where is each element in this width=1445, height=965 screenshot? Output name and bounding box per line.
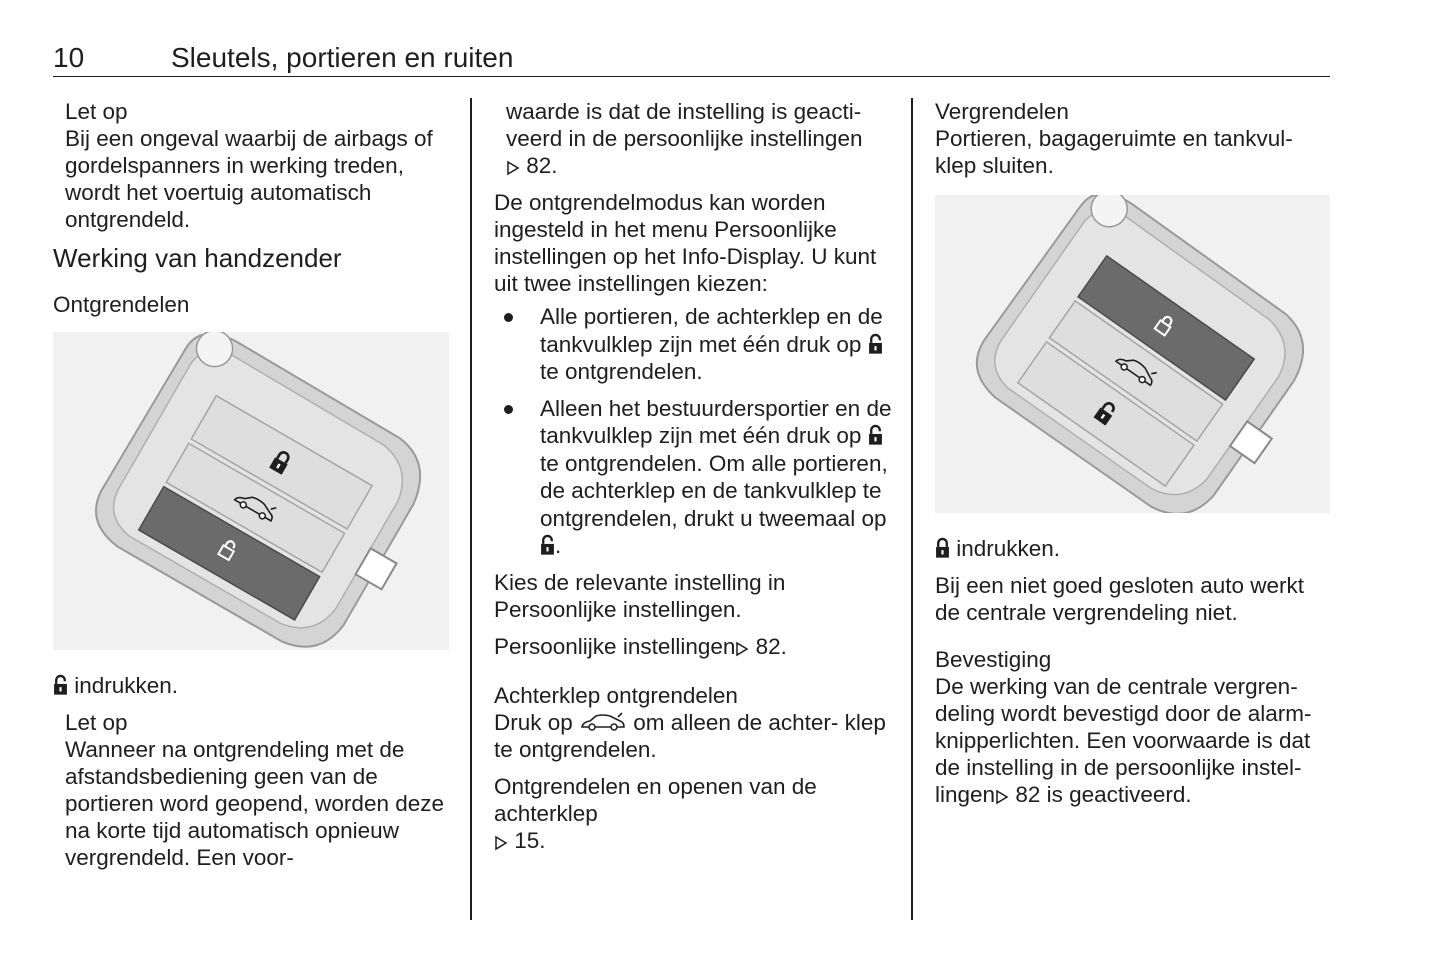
list-item-text: .	[555, 533, 562, 558]
lock-icon	[935, 537, 950, 559]
subsection-heading: Ontgrendelen	[53, 292, 190, 317]
page-number: 10	[53, 42, 85, 73]
paragraph-text: Persoonlijke instellingen	[494, 633, 736, 659]
key-fob-unlock-figure	[53, 332, 449, 650]
paragraph-text: Druk op	[494, 709, 580, 735]
unlock-icon	[868, 424, 883, 446]
bullet	[504, 405, 513, 414]
paragraph: De ontgrendelmodus kan worden ingesteld in het menu Persoonlijke instellingen op het Info-Display. U kunt uit twee instellingen kiezen:	[494, 190, 877, 296]
cross-reference-icon	[995, 789, 1009, 805]
page-title: Sleutels, portieren en ruiten	[171, 42, 514, 73]
bullet	[504, 313, 513, 322]
note-text: Wanneer na ontgrendeling met de afstandsbediening geen van de portieren word geopend, worden deze na korte tijd automatisch opnieuw vergrendeld. Een voor-	[65, 737, 445, 870]
page-header	[53, 40, 1330, 77]
paragraph	[935, 673, 1335, 808]
subsection-heading: Bevestiging	[935, 647, 1052, 672]
subsection-heading: Achterklep ontgrendelen	[494, 682, 738, 708]
subsection-heading: Vergrendelen	[935, 99, 1069, 124]
page-reference: 82.	[749, 633, 787, 659]
press-text: indrukken.	[68, 673, 179, 698]
unlock-icon	[540, 534, 555, 556]
note-title: Let op	[65, 710, 128, 735]
list-item-text: Alle portieren, de achterklep en de tankvulklep zijn met één druk op	[540, 304, 883, 357]
key-fob-lock-figure	[935, 195, 1330, 513]
note-title: Let op	[65, 99, 128, 124]
press-instruction	[53, 672, 453, 699]
cross-reference-icon	[494, 835, 508, 851]
column-divider	[911, 98, 913, 920]
note-continuation	[494, 98, 894, 179]
section-heading: Werking van handzender	[53, 243, 342, 273]
column-divider	[470, 98, 472, 920]
cross-reference-icon	[506, 160, 520, 176]
paragraph	[494, 773, 894, 854]
list-item	[494, 303, 894, 386]
list-item-text: te ontgrendelen. Om alle portieren, de achterklep en de tankvulklep te ontgrendelen, drukt u tweemaal op	[540, 450, 888, 531]
settings-options-list	[494, 303, 894, 560]
key-fob-illustration	[53, 332, 449, 650]
paragraph: Kies de relevante instelling in Persoonlijke instellingen.	[494, 569, 786, 622]
paragraph: Portieren, bagageruimte en tankvul- klep sluiten.	[935, 126, 1293, 178]
key-fob-illustration	[935, 195, 1330, 513]
list-item-text: Alleen het bestuurdersportier en de tankvulklep zijn met één druk op	[540, 395, 892, 448]
paragraph-text: om alleen de achter- klep te ontgrendelen.	[494, 709, 886, 762]
note-box	[53, 709, 453, 871]
list-item	[494, 395, 894, 560]
column-left	[53, 98, 453, 871]
column-middle	[494, 98, 894, 854]
continued-text: waarde is dat de instelling is geacti- veerd in de persoonlijke instellingen	[506, 99, 863, 151]
note-text: Bij een ongeval waarbij de airbags of gordelspanners in werking treden, wordt het voertuig automatisch ontgrendeld.	[65, 126, 433, 232]
page-reference: 15.	[508, 827, 546, 853]
unlock-icon	[868, 333, 883, 355]
note-box	[53, 98, 453, 233]
car-tailgate-icon	[579, 711, 627, 733]
paragraph-text: De werking van de centrale vergren- deling wordt bevestigd door de alarm- knipperlichten. Een voorwaarde is dat de instelling in de persoonlijke instel- lingen	[935, 674, 1312, 807]
paragraph	[494, 633, 894, 660]
paragraph	[494, 709, 894, 763]
cross-reference-icon	[735, 641, 749, 657]
press-instruction	[935, 535, 1335, 562]
page-reference: 82 is geactiveerd.	[1009, 782, 1192, 807]
press-text: indrukken.	[950, 536, 1061, 561]
paragraph-text: Ontgrendelen en openen van de achterklep	[494, 773, 817, 826]
list-item-text: te ontgrendelen.	[540, 359, 703, 384]
page-reference: 82.	[520, 153, 558, 178]
unlock-icon	[53, 674, 68, 696]
column-right	[935, 98, 1335, 808]
paragraph: Bij een niet goed gesloten auto werkt de centrale vergrendeling niet.	[935, 573, 1304, 625]
